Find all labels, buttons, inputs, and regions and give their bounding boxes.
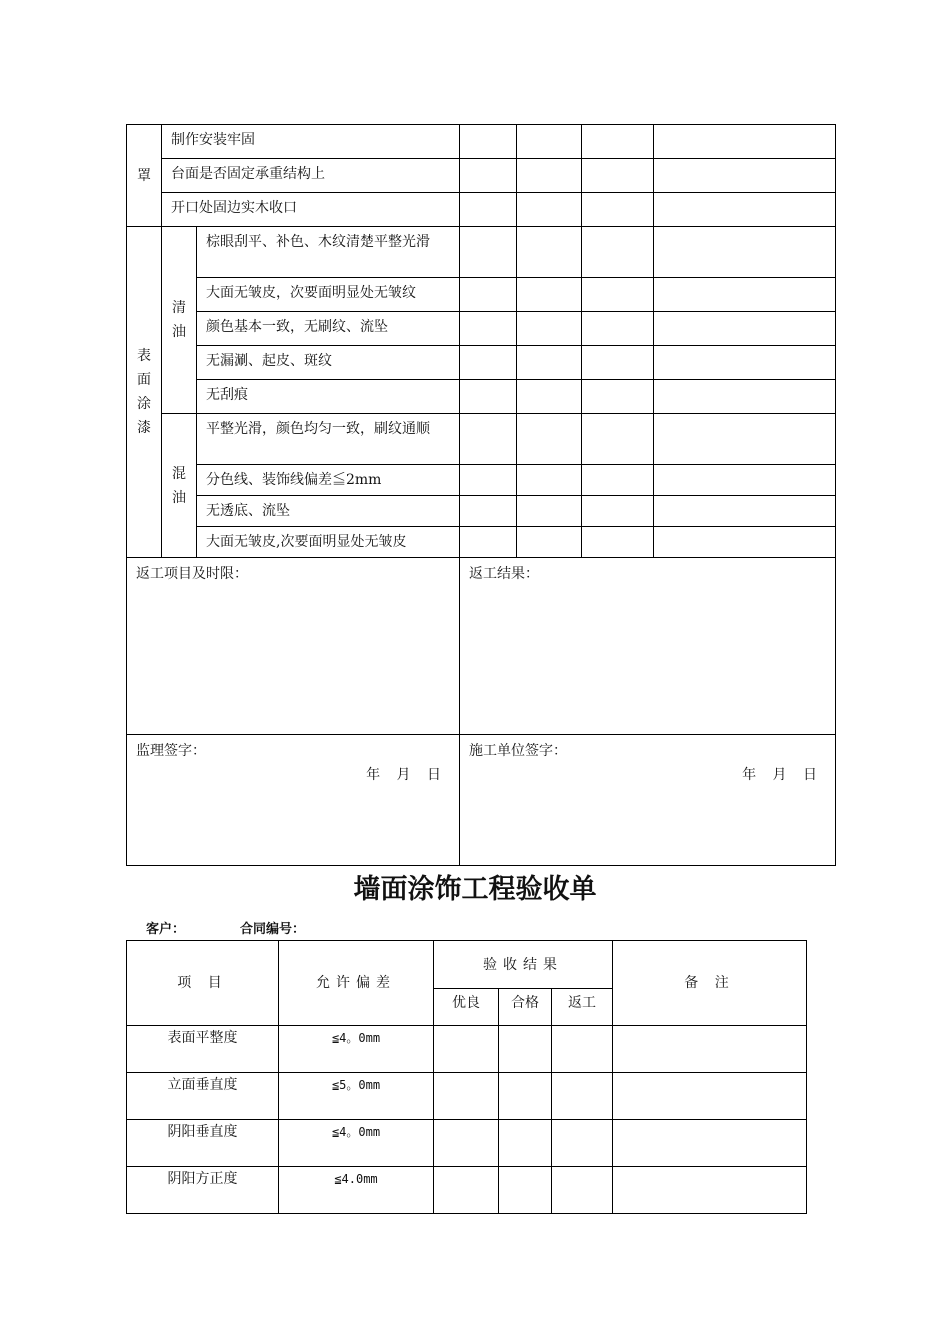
- inspection-item: 无透底、流坠: [197, 496, 460, 527]
- check-cell[interactable]: [582, 278, 654, 312]
- inspection-table-upper: [126, 124, 836, 866]
- check-cell[interactable]: [460, 312, 517, 346]
- rework-result-field[interactable]: [460, 558, 836, 735]
- row-item: 立面垂直度: [127, 1073, 279, 1120]
- check-cell[interactable]: [460, 125, 517, 159]
- check-cell[interactable]: [582, 193, 654, 227]
- check-cell[interactable]: [582, 527, 654, 558]
- remark-cell[interactable]: [613, 1167, 807, 1214]
- cover-group-label: 罩: [127, 125, 162, 227]
- check-cell[interactable]: [517, 414, 582, 465]
- inspection-item: 台面是否固定承重结构上: [162, 159, 460, 193]
- supervisor-sign-label: 监理签字：: [136, 743, 206, 759]
- check-cell[interactable]: [582, 465, 654, 496]
- row-tolerance: ≦4。0mm: [279, 1026, 434, 1073]
- check-cell[interactable]: [582, 159, 654, 193]
- contractor-sign-field[interactable]: [460, 735, 836, 866]
- check-cell[interactable]: [499, 1167, 552, 1214]
- check-cell[interactable]: [654, 465, 836, 496]
- remark-cell[interactable]: [613, 1120, 807, 1167]
- check-cell[interactable]: [460, 193, 517, 227]
- rework-result-label: 返工结果：: [469, 566, 539, 582]
- mixed-oil-label: 混油: [162, 414, 197, 558]
- check-cell[interactable]: [460, 527, 517, 558]
- inspection-item: 平整光滑，颜色均匀一致，刷纹通顺: [197, 414, 460, 465]
- contract-number-label: 合同编号：: [240, 922, 306, 937]
- header-excellent: 优良: [434, 989, 499, 1026]
- check-cell[interactable]: [460, 278, 517, 312]
- check-cell[interactable]: [654, 380, 836, 414]
- header-tolerance: 允许偏差: [279, 941, 434, 1026]
- header-rework: 返工: [552, 989, 613, 1026]
- inspection-item: 开口处固边实木收口: [162, 193, 460, 227]
- check-cell[interactable]: [582, 496, 654, 527]
- check-cell[interactable]: [517, 159, 582, 193]
- check-cell[interactable]: [582, 380, 654, 414]
- check-cell[interactable]: [654, 414, 836, 465]
- check-cell[interactable]: [517, 380, 582, 414]
- check-cell[interactable]: [499, 1120, 552, 1167]
- header-remark: 备 注: [613, 941, 807, 1026]
- check-cell[interactable]: [654, 278, 836, 312]
- check-cell[interactable]: [499, 1026, 552, 1073]
- check-cell[interactable]: [460, 227, 517, 278]
- check-cell[interactable]: [517, 193, 582, 227]
- client-label: 客户：: [146, 922, 186, 937]
- check-cell[interactable]: [460, 496, 517, 527]
- check-cell[interactable]: [517, 312, 582, 346]
- check-cell[interactable]: [654, 193, 836, 227]
- check-cell[interactable]: [552, 1120, 613, 1167]
- check-cell[interactable]: [434, 1120, 499, 1167]
- check-cell[interactable]: [582, 125, 654, 159]
- row-item: 阴阳垂直度: [127, 1120, 279, 1167]
- check-cell[interactable]: [654, 159, 836, 193]
- row-tolerance: ≦4。0mm: [279, 1120, 434, 1167]
- check-cell[interactable]: [434, 1167, 499, 1214]
- check-cell[interactable]: [654, 496, 836, 527]
- remark-cell[interactable]: [613, 1073, 807, 1120]
- check-cell[interactable]: [582, 414, 654, 465]
- supervisor-sign-field[interactable]: [127, 735, 460, 866]
- page-title: 墙面涂饰工程验收单: [353, 874, 597, 905]
- row-tolerance: ≦4.0mm: [279, 1167, 434, 1214]
- check-cell[interactable]: [654, 346, 836, 380]
- check-cell[interactable]: [517, 278, 582, 312]
- inspection-item: 大面无皱皮，次要面明显处无皱纹: [197, 278, 460, 312]
- rework-items-label: 返工项目及时限：: [136, 566, 248, 582]
- check-cell[interactable]: [517, 227, 582, 278]
- check-cell[interactable]: [654, 227, 836, 278]
- wall-coating-table: [126, 940, 807, 1214]
- row-item: 阴阳方正度: [127, 1167, 279, 1214]
- inspection-item: 分色线、装饰线偏差≦2mm: [197, 465, 460, 496]
- check-cell[interactable]: [552, 1073, 613, 1120]
- check-cell[interactable]: [460, 465, 517, 496]
- check-cell[interactable]: [517, 496, 582, 527]
- remark-cell[interactable]: [613, 1026, 807, 1073]
- check-cell[interactable]: [517, 125, 582, 159]
- check-cell[interactable]: [517, 527, 582, 558]
- check-cell[interactable]: [434, 1026, 499, 1073]
- header-item: 项 目: [127, 941, 279, 1026]
- check-cell[interactable]: [654, 312, 836, 346]
- check-cell[interactable]: [582, 346, 654, 380]
- header-result: 验收结果: [434, 941, 613, 989]
- check-cell[interactable]: [654, 527, 836, 558]
- inspection-item: 颜色基本一致，无刷纹、流坠: [197, 312, 460, 346]
- check-cell[interactable]: [460, 380, 517, 414]
- inspection-item: 大面无皱皮,次要面明显处无皱皮: [197, 527, 460, 558]
- check-cell[interactable]: [582, 312, 654, 346]
- paint-group-label: 表面涂漆: [127, 227, 162, 558]
- inspection-item: 棕眼刮平、补色、木纹清楚平整光滑: [197, 227, 460, 278]
- contractor-date: 年 月 日: [742, 767, 819, 783]
- check-cell[interactable]: [552, 1167, 613, 1214]
- check-cell[interactable]: [582, 227, 654, 278]
- check-cell[interactable]: [552, 1026, 613, 1073]
- row-item: 表面平整度: [127, 1026, 279, 1073]
- check-cell[interactable]: [499, 1073, 552, 1120]
- rework-items-field[interactable]: [127, 558, 460, 735]
- check-cell[interactable]: [460, 414, 517, 465]
- inspection-item: 无漏涮、起皮、斑纹: [197, 346, 460, 380]
- clear-oil-label: 清油: [162, 227, 197, 414]
- inspection-item: 制作安装牢固: [162, 125, 460, 159]
- contractor-sign-label: 施工单位签字：: [469, 743, 567, 759]
- supervisor-date: 年 月 日: [366, 767, 443, 783]
- header-pass: 合格: [499, 989, 552, 1026]
- check-cell[interactable]: [434, 1073, 499, 1120]
- inspection-item: 无刮痕: [197, 380, 460, 414]
- row-tolerance: ≦5。0mm: [279, 1073, 434, 1120]
- check-cell[interactable]: [517, 346, 582, 380]
- check-cell[interactable]: [517, 465, 582, 496]
- check-cell[interactable]: [460, 159, 517, 193]
- check-cell[interactable]: [654, 125, 836, 159]
- check-cell[interactable]: [460, 346, 517, 380]
